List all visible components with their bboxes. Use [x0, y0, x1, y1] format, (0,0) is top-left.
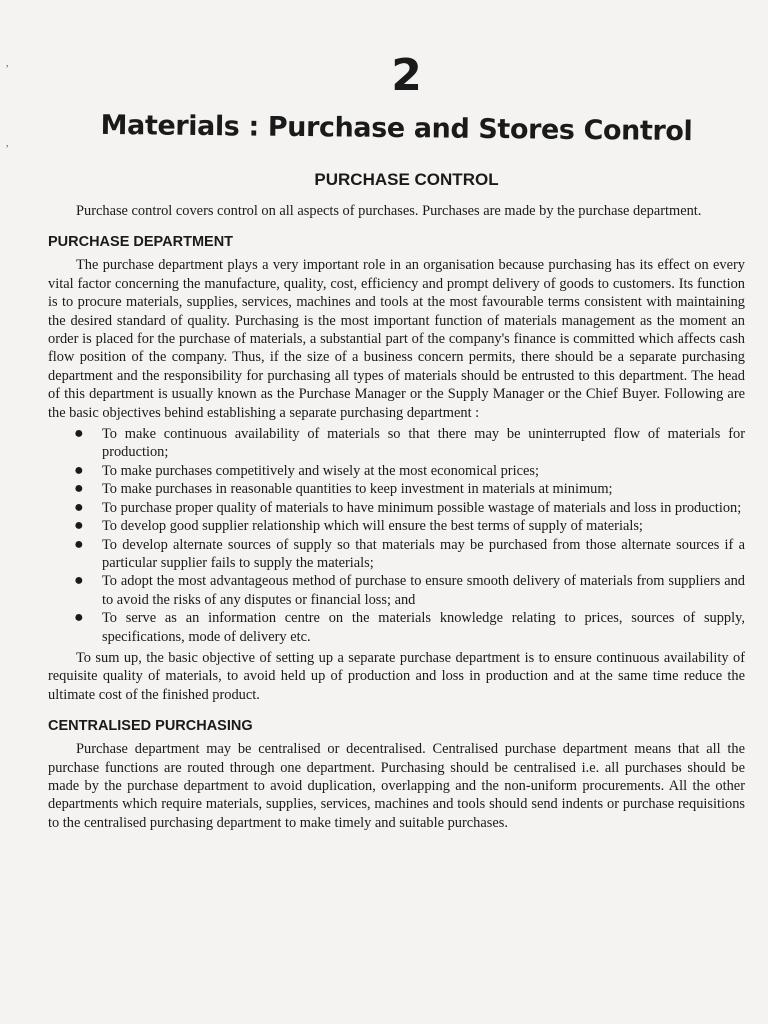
bullet-icon: ●	[74, 461, 84, 479]
centralised-purchasing-heading: CENTRALISED PURCHASING	[48, 718, 253, 735]
margin-mark: ,	[6, 138, 9, 149]
list-item	[48, 480, 745, 498]
purchase-department-heading: PURCHASE DEPARTMENT	[48, 234, 234, 251]
bullet-icon: ●	[74, 498, 84, 516]
bullet-icon: ●	[74, 480, 84, 498]
list-item-text: To adopt the most advantageous method of purchase to ensure smooth delivery of materials from suppliers and to avoid the risks of any disputes or financial loss; and	[102, 573, 745, 608]
list-item	[48, 572, 745, 609]
objectives-list	[48, 425, 745, 646]
list-item-text: To make purchases competitively and wisely at the most economical prices;	[102, 462, 539, 479]
list-item	[48, 517, 745, 535]
section-title: PURCHASE CONTROL	[314, 170, 499, 189]
purchase-department-paragraph: The purchase department plays a very important role in an organisation because purchasing has its effect on every vital factor concerning the manufacture, quality, cost, efficiency and prompt delivery of goods to customers. Its function is to procure materials, supplies, services, machines and tools at the most favourable terms consistent with maintaining the desired standard of quality. Purchasing is the most important function of materials management as the moment an order is placed for the purchase of materials, a substantial part of the company's finance is committed which affects cash flow position of the company. Thus, if the size of a business concern permits, there should be a separate purchasing department and the responsibility for purchasing all types of materials should be entrusted to this department. The head of this department is usually known as the Purchase Manager or the Supply Manager or the Chief Buyer. Following are the basic objectives behind establishing a separate purchasing department :	[48, 257, 745, 421]
list-item-text: To develop alternate sources of supply so that materials may be purchased from those alternate sources if a particular supplier fails to supply the materials;	[102, 536, 745, 571]
list-item	[48, 536, 745, 573]
bullet-icon: ●	[74, 572, 84, 590]
chapter-title: Materials : Purchase and Stores Control	[100, 109, 693, 148]
margin-mark: ,	[6, 58, 9, 69]
bullet-icon: ●	[74, 517, 84, 535]
bullet-icon: ●	[74, 535, 84, 553]
intro-paragraph: Purchase control covers control on all aspects of purchases. Purchases are made by the purchase department.	[76, 203, 702, 219]
list-item	[48, 425, 745, 462]
bullet-icon: ●	[74, 609, 84, 627]
document-page	[48, 40, 745, 832]
summary-paragraph: To sum up, the basic objective of setting up a separate purchase department is to ensure continuous availability of requisite quality of materials, to avoid held up of production and loss in production and at the same time reduce the ultimate cost of the finished product.	[48, 649, 745, 703]
list-item-text: To develop good supplier relationship which will ensure the best terms of supply of materials;	[102, 518, 643, 535]
bullet-icon: ●	[74, 425, 84, 443]
list-item-text: To make purchases in reasonable quantities to keep investment in materials at minimum;	[102, 481, 613, 498]
centralised-purchasing-paragraph: Purchase department may be centralised or decentralised. Centralised purchase department means that all the purchase functions are routed through one department. Purchasing should be centralised i.e. all purchases should be made by the purchase department to avoid duplication, overlapping and the non-uniform procurements. All the other departments which require materials, supplies, services, machines and tools should send indents or purchase requisitions to the centralised purchasing department to make timely and suitable purchases.	[48, 741, 745, 831]
chapter-number: 2	[391, 50, 422, 101]
list-item-text: To purchase proper quality of materials to have minimum possible wastage of materials and loss in production;	[102, 499, 742, 516]
list-item	[48, 609, 745, 646]
list-item-text: To make continuous availability of materials so that there may be uninterrupted flow of materials for production;	[102, 426, 745, 461]
list-item-text: To serve as an information centre on the materials knowledge relating to prices, sources of supply, specifications, mode of delivery etc.	[102, 610, 745, 645]
list-item	[48, 499, 745, 517]
list-item	[48, 462, 745, 480]
